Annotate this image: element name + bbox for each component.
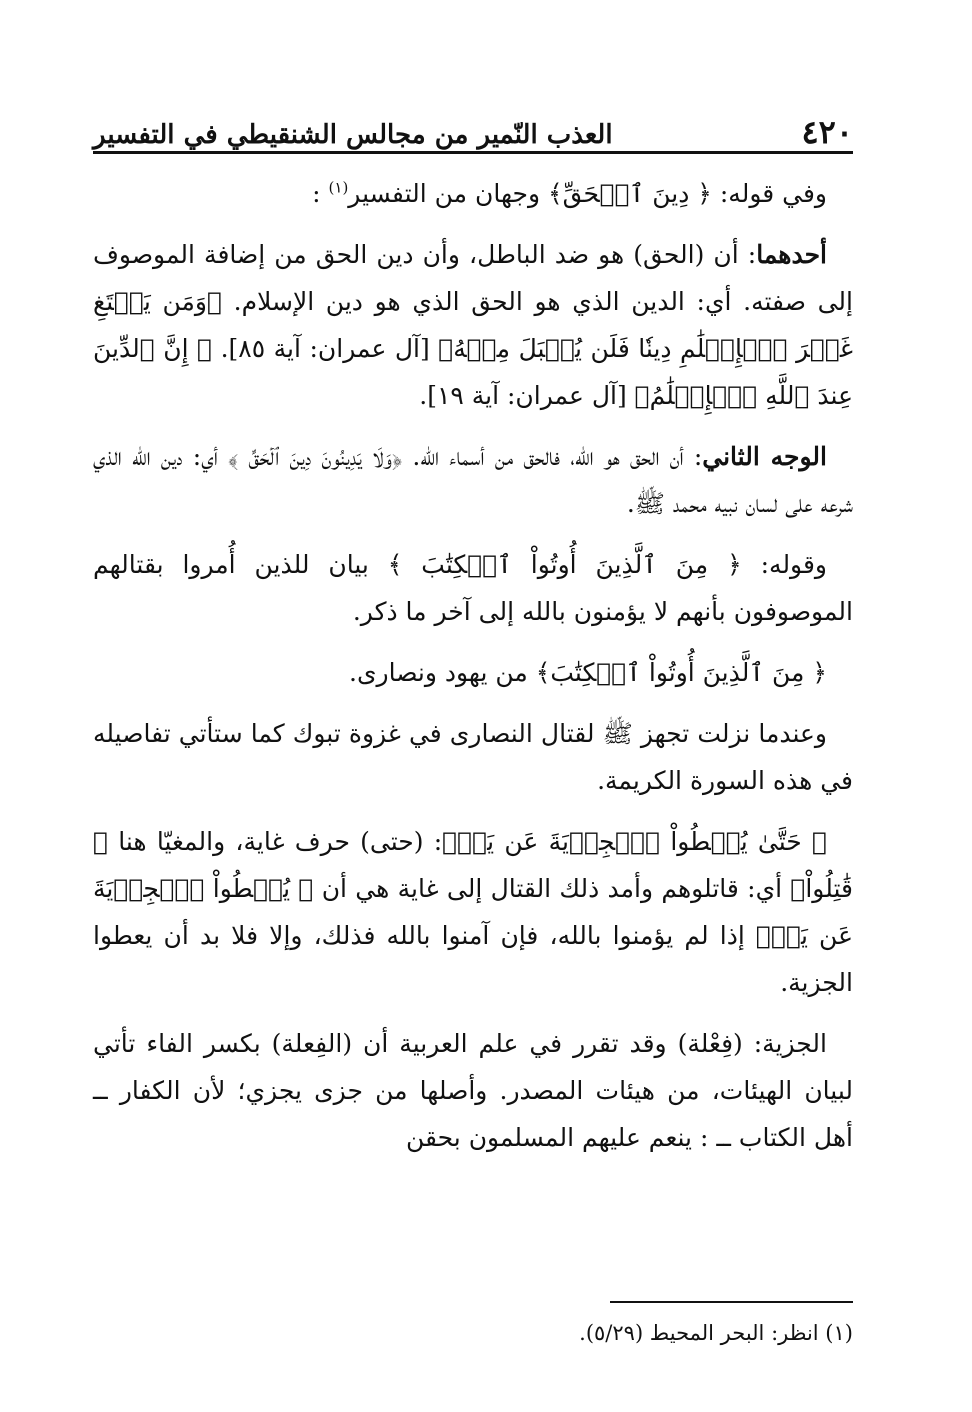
- page-header: [93, 98, 853, 151]
- paragraph-8: [93, 1020, 853, 1161]
- paragraph-text: الجزية: (فِعْلة) وقد تقرر في علم العربية أن (الفِعلة) بكسر الفاء تأتي لبيان الهيئات، من هيئات المصدر. وأصلها من جزى يجزي؛ لأن الكفار ــ أهل الكتاب ــ : ينعم عليهم المسلمون بحقن: [93, 1029, 853, 1152]
- paragraph-text: وفي قوله: ﴿ دِينَ ٱلۡحَقِّ﴾ وجهان من التفسير: [348, 179, 827, 208]
- paragraph-text: وعندما نزلت تجهز ﷺ لقتال النصارى في غزوة تبوك كما ستأتي تفاصيله في هذه السورة الكريمة.: [93, 719, 853, 795]
- paragraph-4: [93, 541, 853, 635]
- paragraph-text: ﴿ مِنَ ٱلَّذِينَ أُوتُواْ ٱلۡكِتَٰبَ﴾ من يهود ونصارى.: [349, 658, 827, 687]
- paragraph-text: ﴿ حَتَّىٰ يُعۡطُواْ ٱلۡجِزۡيَةَ عَن يَدٖ﴾: (حتى) حرف غاية، والمغيّا هنا ﴿ قَٰتِلُواْ﴾ أي: قاتلوهم وأمد ذلك القتال إلى غاية هي أن ﴿ يُعۡطُواْ ٱلۡجِزۡيَةَ عَن يَدٖ﴾ إذا لم يؤمنوا بالله، فإن آمنوا بالله فذلك، وإلا فلا بد أن يعطوا الجزية.: [93, 827, 853, 997]
- footnote: (١) انظر: البحر المحيط (٥/٢٩).: [579, 1321, 853, 1345]
- paragraph-6: [93, 710, 853, 804]
- body-text: [93, 170, 853, 1175]
- paragraph-tail: :: [312, 179, 321, 208]
- paragraph-text: : أن (الحق) هو ضد الباطل، وأن دين الحق من إضافة الموصوف إلى صفته. أي: الدين الذي هو الحق الذي هو دين الإسلام. ﴿وَمَن يَبۡتَغِ غَيۡرَ ٱلۡإِسۡلَٰمِ دِينٗا فَلَن يُقۡبَلَ مِنۡهُ﴾ [آل عمران: آية ٨٥]. ﴿ إِنَّ ٱلدِّينَ عِندَ ٱللَّهِ ٱلۡإِسۡلَٰمُ﴾ [آل عمران: آية ١٩].: [93, 240, 853, 410]
- header-rule: [93, 151, 853, 154]
- paragraph-2: [93, 231, 853, 419]
- footnote-rule: [610, 1301, 853, 1303]
- paragraph-lead: الوجه الثاني: [702, 442, 827, 471]
- page-number: ٤٢٠: [801, 113, 853, 151]
- paragraph-1: [93, 170, 853, 217]
- paragraph-5: [93, 649, 853, 696]
- footnote-reference: (١): [328, 178, 349, 197]
- paragraph-text: وقوله: ﴿ مِنَ ٱلَّذِينَ أُوتُواْ ٱلۡكِتَٰبَ ﴾ بيان للذين أُمروا بقتالهم الموصوفون بأنهم لا يؤمنون بالله إلى آخر ما ذكر.: [93, 550, 853, 626]
- paragraph-lead: أحدهما: [756, 240, 827, 269]
- paragraph-3: [93, 433, 853, 527]
- paragraph-text: : أن الحق هو الله، فالحق من أسماء الله. ﴿وَلَا يَدِينُونَ دِينَ ٱلۡحَقِّ ﴾ أي: دين الله الذي شرعه على لسان نبيه محمد ﷺ.: [93, 442, 853, 518]
- paragraph-7: [93, 818, 853, 1006]
- running-title: العذب النّمير من مجالس الشنقيطي في التفسير: [93, 120, 613, 150]
